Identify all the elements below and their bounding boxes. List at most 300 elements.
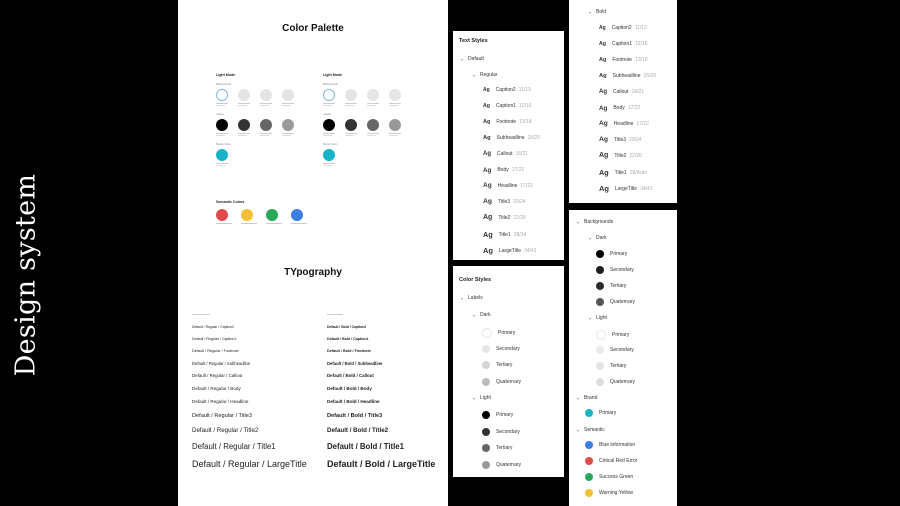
- color-style-item[interactable]: [596, 282, 626, 290]
- color-style-item[interactable]: [482, 345, 520, 353]
- text-style-icon: Ag: [483, 230, 493, 240]
- color-styles-title: Color Styles: [459, 277, 492, 283]
- tree-subgroup-bg-dark[interactable]: [589, 235, 607, 241]
- swatch-row: [323, 89, 433, 106]
- color-swatch[interactable]: [260, 119, 273, 136]
- swatch-row: [216, 119, 326, 136]
- text-style-name: Headline: [613, 120, 634, 127]
- text-style-icon: Ag: [599, 168, 609, 178]
- color-swatch[interactable]: [238, 89, 251, 106]
- text-style-item[interactable]: [599, 136, 642, 143]
- typography-sample-regular: Default / Regular / Body: [192, 386, 241, 391]
- chevron-down-icon: ▾: [577, 219, 580, 225]
- text-styles-panel: [453, 31, 564, 260]
- swatch-caption-line: [216, 223, 233, 224]
- color-style-item[interactable]: [596, 346, 634, 354]
- text-style-name: Title1: [614, 169, 627, 176]
- chevron-down-icon: ▾: [473, 395, 476, 401]
- typography-sample-bold: Default / Bold / Caption2: [327, 325, 367, 329]
- text-style-item[interactable]: [483, 182, 533, 189]
- semantic-title: Semantic Colors: [216, 200, 245, 204]
- backgrounds-panel: [569, 210, 677, 506]
- text-style-item[interactable]: [599, 57, 648, 63]
- typography-sample-regular: Default / Regular / LargeTitle: [192, 459, 307, 469]
- swatch-dot: [389, 89, 401, 101]
- swatch-caption-line: [389, 103, 402, 106]
- color-dot: [482, 444, 490, 452]
- color-dot: [596, 378, 604, 386]
- tree-group-backgrounds[interactable]: [577, 219, 613, 225]
- text-style-name: Subheadline: [612, 72, 641, 79]
- swatch-dot: [216, 209, 228, 221]
- tree-subgroup-regular[interactable]: [473, 72, 498, 78]
- text-style-icon: Ag: [483, 87, 490, 93]
- swatch-row: [323, 149, 433, 166]
- color-style-item[interactable]: [596, 250, 627, 258]
- text-style-item[interactable]: [483, 167, 524, 174]
- text-style-item[interactable]: [599, 168, 647, 177]
- typography-sample-bold: Default / Bold / Title2: [327, 427, 389, 434]
- swatch-dot: [367, 89, 379, 101]
- swatch-caption-line: [323, 163, 336, 166]
- tree-group-semantic[interactable]: [577, 427, 605, 433]
- color-style-item[interactable]: [482, 428, 520, 436]
- color-style-name: Primary: [610, 251, 628, 257]
- swatch-row: [323, 119, 433, 136]
- tree-subgroup-label: Dark: [596, 235, 607, 241]
- chevron-down-icon: ▾: [473, 312, 476, 318]
- text-style-name: Footnote: [612, 56, 633, 63]
- color-style-item[interactable]: [482, 328, 515, 338]
- color-style-name: Quaternary: [610, 299, 636, 305]
- text-style-item[interactable]: [599, 25, 647, 31]
- color-style-name: Primary: [612, 332, 630, 338]
- color-swatch[interactable]: [323, 119, 336, 136]
- color-style-item[interactable]: [482, 411, 513, 419]
- text-style-icon: Ag: [599, 56, 607, 63]
- color-swatch[interactable]: [345, 119, 358, 136]
- color-style-item[interactable]: [585, 409, 616, 417]
- color-swatch[interactable]: [238, 119, 251, 136]
- text-style-icon: Ag: [599, 120, 608, 128]
- color-dot: [482, 345, 490, 353]
- text-style-name: Callout: [613, 88, 629, 95]
- mode-groups-1: [216, 83, 326, 166]
- text-style-name: Title1: [498, 231, 511, 238]
- swatch-dot: [216, 89, 228, 101]
- color-palette-title: Color Palette: [282, 23, 344, 34]
- text-style-meta: 16/21: [515, 150, 529, 157]
- text-style-item[interactable]: [599, 73, 656, 79]
- typography-sample-bold: Default / Bold / Callout: [327, 373, 374, 378]
- color-style-item[interactable]: [585, 457, 637, 465]
- color-dot: [596, 298, 604, 306]
- swatch-dot: [323, 119, 335, 131]
- tree-group-label: Semantic: [584, 427, 605, 433]
- swatch-dot: [238, 89, 250, 101]
- tree-subgroup-label: Regular: [480, 72, 498, 78]
- typography-sample-regular: Default / Regular / Title3: [192, 413, 253, 419]
- chevron-down-icon: ▾: [461, 295, 464, 301]
- text-style-item[interactable]: [483, 87, 531, 93]
- typography-sample-bold: Default / Bold / Title1: [327, 442, 404, 451]
- text-style-icon: Ag: [483, 246, 493, 255]
- color-dot: [596, 362, 604, 370]
- text-style-meta: 17/22: [627, 105, 641, 111]
- tree-group-labels[interactable]: [461, 295, 483, 301]
- typography-sample-bold: Default / Bold / Headline: [327, 399, 380, 404]
- tree-group-brand[interactable]: [577, 395, 597, 401]
- color-style-item[interactable]: [482, 444, 512, 452]
- color-swatch[interactable]: [389, 119, 402, 136]
- color-style-name: Success Green: [599, 474, 634, 480]
- text-style-name: Footnote: [496, 118, 517, 125]
- typography-sample-regular: Default / Regular / Title1: [192, 442, 276, 451]
- side-title-container: [4, 175, 48, 375]
- color-style-item[interactable]: [585, 473, 633, 481]
- text-style-icon: Ag: [599, 152, 609, 160]
- color-style-name: Primary: [599, 410, 617, 416]
- color-dot: [482, 428, 490, 436]
- text-style-meta: 22/26: [629, 152, 642, 159]
- swatch-caption-line: [216, 163, 229, 166]
- text-style-icon: Ag: [483, 214, 493, 222]
- swatch-caption-line: [389, 133, 402, 136]
- swatch-dot: [266, 209, 278, 221]
- mode-column-1: [216, 73, 326, 166]
- swatch-row: [216, 149, 326, 166]
- swatch-caption-line: [345, 103, 358, 106]
- text-style-icon: Ag: [599, 72, 607, 79]
- color-style-name: Secondary: [496, 428, 520, 435]
- text-style-name: Callout: [497, 150, 513, 157]
- swatch-dot: [282, 89, 294, 101]
- palette-group-label: Brand colors: [323, 143, 338, 146]
- palette-group-label: Labels: [323, 113, 331, 116]
- swatch-dot: [216, 119, 228, 131]
- typography-sample-regular: Default / Regular / Title2: [192, 427, 259, 434]
- color-style-item[interactable]: [585, 441, 635, 449]
- typography-sample-regular: Default / Regular / Callout: [192, 373, 243, 378]
- text-style-name: Caption1: [496, 102, 517, 109]
- color-dot: [596, 330, 606, 340]
- color-dot: [482, 411, 490, 419]
- palette-group-label: Backgrounds: [323, 83, 339, 86]
- swatch-dot: [389, 119, 401, 131]
- swatch-caption-line: [291, 223, 308, 224]
- text-style-meta: 22/26: [513, 214, 526, 221]
- text-style-icon: Ag: [483, 102, 490, 109]
- color-style-name: Tertiary: [496, 445, 513, 451]
- text-style-name: Title2: [614, 152, 627, 159]
- mode-column-2: [323, 73, 433, 166]
- text-style-meta: 11/13: [518, 87, 531, 93]
- swatch-caption-line: [282, 133, 295, 136]
- tree-subgroup-dark[interactable]: [473, 312, 491, 318]
- text-style-icon: Ag: [483, 134, 491, 141]
- text-style-item[interactable]: [483, 103, 532, 109]
- color-style-name: Tertiary: [610, 283, 627, 289]
- chevron-down-icon: ▾: [589, 235, 592, 241]
- typography-sample-bold: Default / Bold / Footnote: [327, 349, 371, 353]
- typography-title: TYpography: [284, 267, 342, 278]
- color-style-item[interactable]: [585, 489, 633, 497]
- text-style-item[interactable]: [599, 184, 653, 193]
- swatch-dot: [260, 89, 272, 101]
- color-dot: [482, 361, 490, 369]
- text-style-meta: 20/24: [629, 136, 642, 143]
- tree-group-label: Brand: [584, 395, 598, 401]
- color-dot: [585, 409, 593, 417]
- swatch-caption-line: [238, 133, 251, 136]
- color-style-item[interactable]: [482, 378, 521, 386]
- color-swatch[interactable]: [216, 119, 229, 136]
- color-style-name: Warning Yellow: [599, 490, 634, 496]
- text-style-icon: Ag: [599, 184, 609, 193]
- chevron-down-icon: ▾: [577, 427, 580, 433]
- color-style-name: Secondary: [610, 347, 634, 353]
- typography-header-line: [192, 314, 210, 315]
- color-swatch[interactable]: [367, 119, 380, 136]
- chevron-down-icon: ▾: [589, 315, 592, 321]
- color-style-name: Quaternary: [496, 378, 522, 385]
- typography-sample-regular: Default / Regular / Subheadline: [192, 361, 251, 366]
- swatch-dot: [241, 209, 253, 221]
- mode-groups-2: [323, 83, 433, 166]
- text-style-item[interactable]: [483, 230, 526, 239]
- text-style-icon: Ag: [483, 150, 491, 157]
- text-style-item[interactable]: [483, 151, 528, 157]
- text-style-item[interactable]: [483, 214, 526, 221]
- text-style-meta: 20/24: [513, 198, 526, 205]
- tree-group-default[interactable]: [461, 56, 484, 62]
- text-style-meta: 13/18: [635, 56, 648, 63]
- text-style-meta: 28/Auto: [629, 169, 647, 176]
- text-style-meta: 13/18: [519, 118, 532, 125]
- color-swatch[interactable]: [282, 119, 295, 136]
- side-title: Design system: [10, 173, 42, 377]
- chevron-down-icon: ▾: [589, 9, 592, 15]
- color-swatch[interactable]: [216, 89, 229, 106]
- typography-sample-bold: Default / Bold / Body: [327, 386, 372, 391]
- color-style-item[interactable]: [596, 362, 626, 370]
- swatch-dot: [260, 119, 272, 131]
- text-style-item[interactable]: [483, 198, 526, 205]
- text-style-name: Body: [497, 167, 509, 173]
- text-style-icon: Ag: [483, 198, 492, 206]
- color-dot: [585, 457, 593, 465]
- tree-subgroup-light[interactable]: [473, 395, 491, 401]
- palette-group-label: Backgrounds: [216, 83, 232, 86]
- color-style-name: Tertiary: [496, 362, 513, 368]
- text-style-name: Title2: [498, 214, 511, 221]
- text-style-name: Title3: [498, 198, 511, 205]
- swatch-caption-line: [323, 133, 336, 136]
- tree-subgroup-label: Light: [480, 395, 491, 401]
- text-style-item[interactable]: [483, 246, 537, 255]
- chevron-down-icon: ▾: [577, 395, 580, 401]
- tree-subgroup-bold[interactable]: [589, 9, 606, 15]
- swatch-caption-line: [345, 133, 358, 136]
- swatch-dot: [238, 119, 250, 131]
- swatch-caption-line: [216, 103, 229, 106]
- tree-group-label: Labels: [468, 295, 483, 301]
- color-swatch[interactable]: [323, 149, 336, 166]
- text-style-name: Caption2: [611, 25, 632, 31]
- text-style-icon: Ag: [599, 104, 608, 112]
- text-style-meta: 17/22: [636, 120, 649, 127]
- text-style-item[interactable]: [599, 105, 640, 112]
- tree-group-label: Default: [468, 56, 484, 62]
- color-style-name: Secondary: [610, 267, 634, 273]
- semantic-swatch[interactable]: [216, 209, 233, 224]
- color-dot: [585, 473, 593, 481]
- text-style-meta: 12/16: [519, 102, 532, 109]
- text-style-meta: 11/13: [634, 25, 647, 31]
- text-style-meta: 15/20: [527, 134, 540, 141]
- text-style-name: LargeTitle: [499, 247, 522, 254]
- palette-group-label: Brand colors: [216, 143, 231, 146]
- color-style-item[interactable]: [596, 298, 635, 306]
- color-swatch[interactable]: [260, 89, 273, 106]
- color-style-name: Primary: [496, 412, 514, 418]
- typography-header-line: [327, 314, 343, 315]
- tree-subgroup-bg-light[interactable]: [589, 315, 607, 321]
- swatch-caption-line: [367, 103, 380, 106]
- swatch-dot: [345, 89, 357, 101]
- swatch-caption-line: [260, 103, 273, 106]
- swatch-dot: [323, 149, 335, 161]
- typography-sample-bold: Default / Bold / Title3: [327, 413, 383, 419]
- text-style-icon: Ag: [483, 166, 492, 174]
- swatch-caption-line: [241, 223, 258, 224]
- mode-title: Light Mode: [216, 73, 236, 77]
- semantic-swatch[interactable]: [241, 209, 258, 224]
- color-style-name: Tertiary: [610, 363, 627, 369]
- palette-group-label: Labels: [216, 113, 224, 116]
- text-style-item[interactable]: [599, 120, 649, 127]
- text-style-icon: Ag: [483, 118, 491, 125]
- text-style-item[interactable]: [483, 119, 532, 125]
- color-dot: [596, 346, 604, 354]
- swatch-dot: [345, 119, 357, 131]
- mode-title: Light Mode: [323, 73, 343, 77]
- color-style-name: Primary: [498, 330, 516, 336]
- color-dot: [482, 461, 490, 469]
- chevron-down-icon: ▾: [473, 72, 476, 78]
- color-style-name: Secondary: [496, 345, 520, 352]
- text-style-item[interactable]: [483, 135, 540, 141]
- typography-sample-regular: Default / Regular / Footnote: [192, 349, 239, 353]
- text-style-meta: 28/34: [513, 231, 527, 238]
- color-style-item[interactable]: [596, 266, 634, 274]
- color-style-item[interactable]: [596, 330, 629, 340]
- text-style-item[interactable]: [599, 89, 644, 95]
- text-style-name: LargeTitle: [615, 185, 638, 192]
- color-dot: [596, 282, 604, 290]
- tree-group-label: Backgrounds: [584, 219, 614, 225]
- swatch-caption-line: [323, 103, 336, 106]
- text-style-name: Subheadline: [496, 134, 525, 141]
- color-style-name: Quaternary: [610, 379, 636, 385]
- swatch-dot: [323, 89, 335, 101]
- swatch-caption-line: [282, 103, 295, 106]
- tree-subgroup-label: Bold: [596, 9, 607, 15]
- semantic-swatch[interactable]: [291, 209, 308, 224]
- color-style-name: Blue information: [599, 442, 636, 448]
- text-style-meta: 15/20: [643, 72, 656, 79]
- color-style-item[interactable]: [482, 361, 512, 369]
- semantic-colors-block: [216, 200, 308, 224]
- text-style-meta: 34/41: [640, 185, 653, 192]
- text-style-icon: Ag: [599, 136, 608, 144]
- text-style-meta: 34/41: [524, 247, 537, 254]
- swatch-dot: [216, 149, 228, 161]
- color-style-name: Critical Red Error: [599, 458, 638, 464]
- color-swatch[interactable]: [323, 89, 336, 106]
- color-swatch[interactable]: [345, 89, 358, 106]
- tree-subgroup-label: Light: [596, 315, 607, 321]
- color-style-name: Quaternary: [496, 461, 522, 468]
- swatch-caption-line: [367, 133, 380, 136]
- color-swatch[interactable]: [282, 89, 295, 106]
- color-dot: [585, 441, 593, 449]
- semantic-swatch[interactable]: [266, 209, 283, 224]
- bold-styles-panel: [569, 0, 677, 203]
- color-styles-panel: [453, 266, 564, 477]
- text-style-icon: Ag: [599, 88, 607, 95]
- text-style-name: Caption1: [612, 40, 633, 47]
- color-dot: [596, 250, 604, 258]
- swatch-caption-line: [238, 103, 251, 106]
- typography-sample-bold: Default / Bold / Subheadline: [327, 361, 383, 366]
- text-style-meta: 12/16: [635, 40, 648, 47]
- color-style-item[interactable]: [596, 378, 635, 386]
- color-style-item[interactable]: [482, 461, 521, 469]
- typography-sample-bold: Default / Bold / Caption1: [327, 337, 369, 341]
- semantic-swatches: [216, 209, 308, 224]
- text-style-meta: 17/22: [520, 182, 533, 189]
- text-style-name: Title3: [614, 136, 627, 143]
- text-style-icon: Ag: [599, 25, 606, 31]
- color-dot: [482, 328, 492, 338]
- color-swatch[interactable]: [367, 89, 380, 106]
- tree-subgroup-label: Dark: [480, 312, 491, 318]
- text-style-name: Caption2: [495, 87, 516, 93]
- design-doc-page: [178, 0, 448, 506]
- text-style-item[interactable]: [599, 152, 642, 159]
- typography-sample-regular: Default / Regular / Caption1: [192, 337, 237, 341]
- text-style-item[interactable]: [599, 41, 648, 47]
- color-swatch[interactable]: [216, 149, 229, 166]
- text-style-name: Body: [613, 105, 625, 111]
- color-swatch[interactable]: [389, 89, 402, 106]
- color-dot: [596, 266, 604, 274]
- typography-sample-regular: Default / Regular / Headline: [192, 399, 249, 404]
- swatch-caption-line: [266, 223, 283, 224]
- text-style-icon: Ag: [483, 182, 492, 190]
- typography-sample-bold: Default / Bold / LargeTitle: [327, 459, 436, 469]
- swatch-dot: [367, 119, 379, 131]
- text-styles-title: Text Styles: [459, 38, 488, 44]
- swatch-dot: [291, 209, 303, 221]
- text-style-meta: 16/21: [631, 88, 645, 95]
- chevron-down-icon: ▾: [461, 56, 464, 62]
- swatch-dot: [282, 119, 294, 131]
- color-dot: [482, 378, 490, 386]
- text-style-name: Headline: [497, 182, 518, 189]
- swatch-caption-line: [216, 133, 229, 136]
